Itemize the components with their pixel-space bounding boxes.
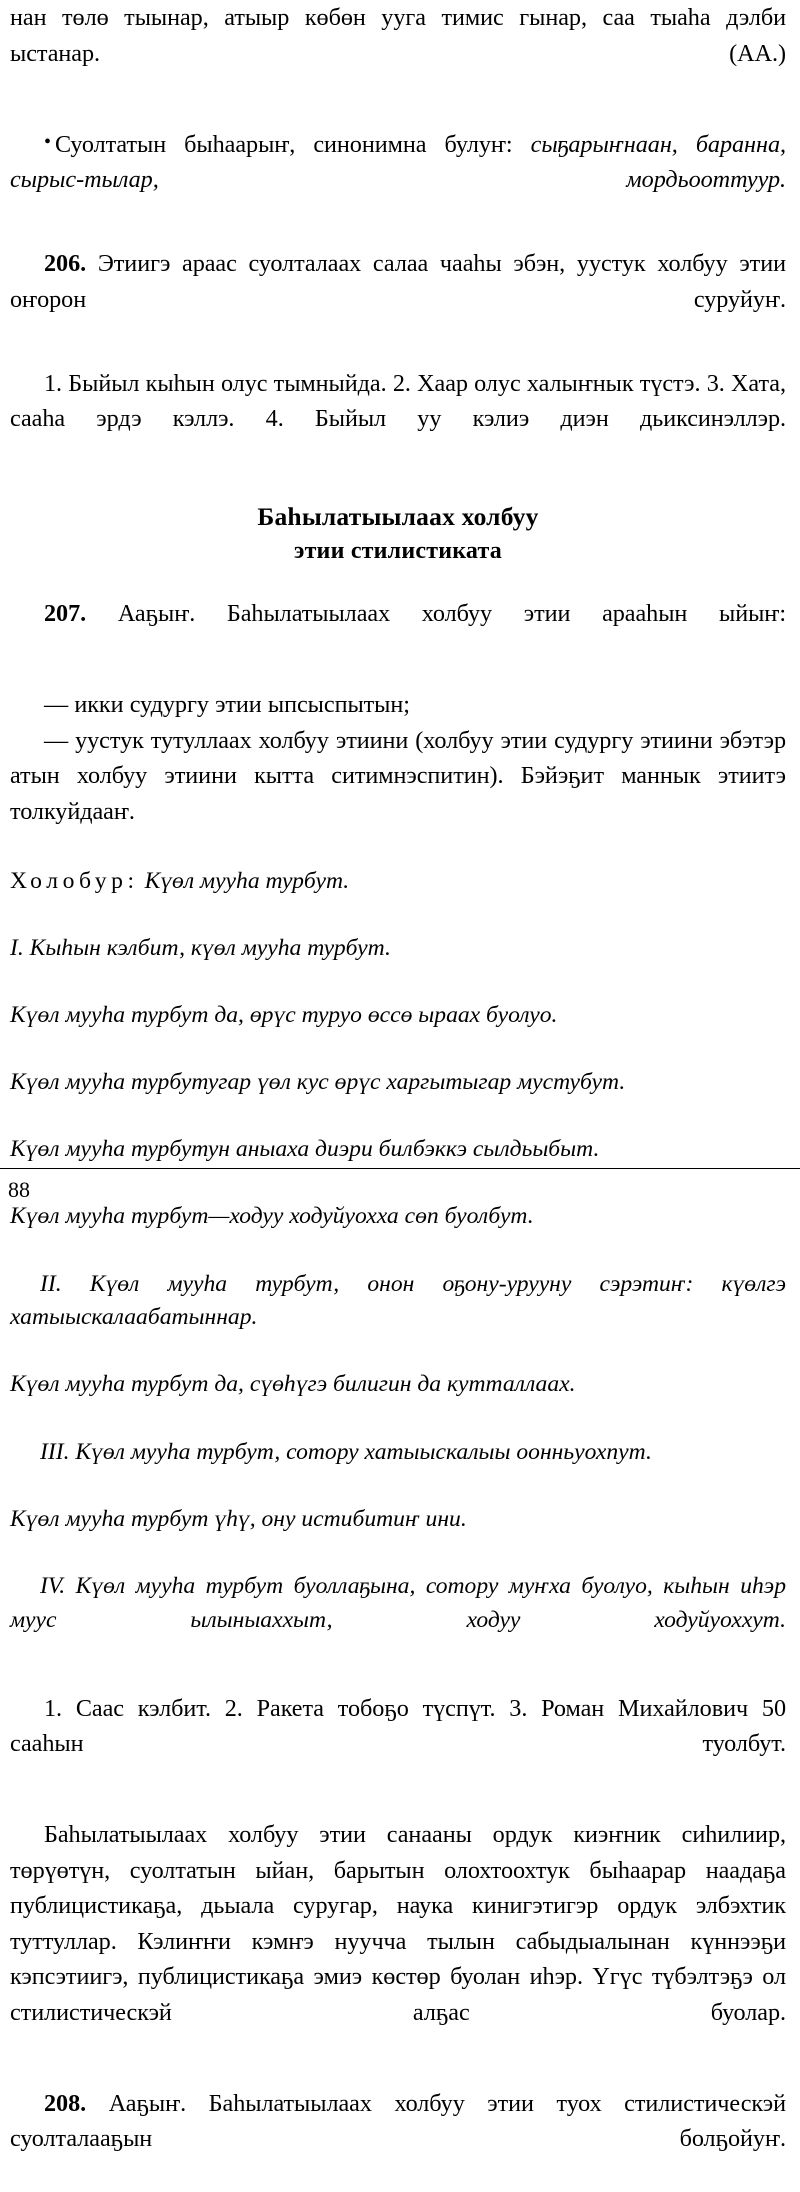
example-line — [10, 1066, 786, 1133]
exercise-206-instruction — [10, 246, 786, 353]
spacer — [10, 667, 786, 687]
spacer — [10, 2066, 786, 2086]
example-roman-numeral: I. — [10, 934, 24, 961]
spacer — [10, 472, 786, 500]
spacer — [10, 1797, 786, 1817]
example-header-line — [10, 865, 786, 932]
example-line — [10, 1570, 786, 1671]
spacer — [10, 568, 786, 596]
example-text: Күөл мууһа турбутугар үөл кус өрүс харгытыгар мустубут. — [10, 1069, 626, 1096]
example-line — [10, 1133, 786, 1200]
example-header-italic: Күөл мууһа турбут. — [138, 867, 350, 894]
example-line — [10, 1436, 786, 1503]
example-line — [10, 1368, 786, 1435]
example-label: Холобур: — [10, 867, 139, 894]
section-heading-line-2: этии стилистиката — [294, 538, 502, 564]
section-heading-line-1: Баһылатыылаах холбуу — [257, 502, 539, 531]
exercise-207-dash-item-2: — уустук тутуллаах холбуу этиини (холбуу этии судургу этиини эбэтэр атын холбуу этиини кытта ситимнэспитин). Бэйэҕит маннык этиитэ толкуйдааҥ. — [10, 726, 786, 825]
exercise-208-number: 208. — [44, 2089, 87, 2117]
excerpt-continued-paragraph: нан төлө тыынар, атыыр көбөн ууга тимис гынар, саа тыаһа дэлби ыстанар. (АА.) — [10, 4, 786, 67]
example-text: Күөл мууһа турбут да, сүөһүгэ билигин да кутталлаах. — [10, 1371, 576, 1398]
bullet-task-upright-text: Суолтатын быһаарыҥ, синонимна булуҥ: — [54, 130, 513, 158]
footer-divider-rule — [0, 1168, 800, 1169]
example-line — [10, 999, 786, 1066]
page-number: 88 — [8, 1177, 30, 1202]
exercise-206-number: 206. — [44, 250, 87, 277]
spacer — [10, 353, 786, 366]
example-roman-numeral: III. — [40, 1438, 70, 1465]
example-text: Кыһын кэлбит, күөл мууһа турбут. — [23, 934, 391, 961]
exercise-207-instruction — [10, 596, 786, 667]
spacer — [10, 233, 786, 246]
example-text: Күөл мууһа турбутун аныаха диэри билбэккэ сылдьыбыт. — [10, 1136, 600, 1163]
example-roman-numeral: II. — [40, 1270, 62, 1297]
spacer — [10, 1671, 786, 1691]
example-roman-numeral: IV. — [40, 1572, 66, 1599]
exercise-207-number: 207. — [44, 600, 87, 627]
exercise-207-dash-item-1: — икки судургу этии ыпсыспытын; — [44, 691, 410, 718]
bullet-task-italic-words: сыҕарыҥнаан, баранна, сырыс-тылар, мордьооттуур. — [10, 130, 786, 193]
exercise-206-text: Этиигэ араас суолталаах салаа чааһы эбэн, уустук холбуу этии оҥорон суруйуҥ. — [10, 250, 786, 313]
exercise-208-text: Ааҕыҥ. Баһылатыылаах холбуу этии туох стилистическэй суолталааҕын болҕойуҥ. — [10, 2089, 786, 2153]
example-text: Күөл мууһа турбут үһү, ону истибитиҥ ини. — [10, 1505, 467, 1532]
exercise-208-instruction — [10, 2086, 786, 2192]
example-line — [10, 1200, 786, 1267]
example-line — [10, 1268, 786, 1369]
example-line — [10, 1503, 786, 1570]
exercise-207-text: Ааҕыҥ. Баһылатыылаах холбуу этии арааһын ыйыҥ: — [86, 600, 786, 627]
spacer — [10, 107, 786, 127]
example-text: Күөл мууһа турбут, онон оҕону-урууну сэрэтиҥ: күөлгэ хатыыскалаабатыннар. — [10, 1270, 786, 1331]
example-text: Күөл мууһа турбут да, өрүс туруо өссө ыраах буолуо. — [10, 1001, 558, 1028]
section-heading — [10, 500, 786, 568]
bullet-task-paragraph — [10, 127, 786, 234]
example-text: Күөл мууһа турбут, сотору хатыыскалыы оонньуохпут. — [69, 1438, 652, 1465]
example-text: Күөл мууһа турбут—ходуу ходуйуохха сөп буолбут. — [10, 1203, 534, 1230]
example-text: Күөл мууһа турбут буоллаҕына, сотору муҥха буолуо, кыһын иһэр муус ылыныаххыт, ходуу ходуйуоххут. — [10, 1572, 786, 1633]
exercise-206-sentences: 1. Быйыл кыһын олус тымныйда. 2. Хаар олус халыҥнык түстэ. 3. Хата, сааһа эрдэ кэллэ. 4. Быйыл уу кэлиэ диэн дьиксинэллэр. — [10, 369, 786, 432]
example-line — [10, 932, 786, 999]
numbered-sentences-paragraph: 1. Саас кэлбит. 2. Ракета тобоҕо түспүт. 3. Роман Михайлович 50 сааһын туолбут. — [10, 1694, 786, 1758]
body-paragraph: Баһылатыылаах холбуу этии санааны ордук киэҥник сиһилиир, төрүөтүн, суолтатын ыйан, барытын олохтоохтук быһаарар наадаҕа публицистикаҕа, дьыала суругар, наука кинигэтигэр ордук элбэхтик туттуллар. Кэлиҥҥи кэмҥэ нуучча тылын сабыдыалынан күннээҕи кэпсэтиигэ, публицистикаҕа эмиэ көстөр буолан иһэр. Үгүс түбэлтэҕэ ол стилистическэй алҕас буолар. — [10, 1821, 786, 2026]
bullet-dot-icon: • — [44, 130, 51, 153]
